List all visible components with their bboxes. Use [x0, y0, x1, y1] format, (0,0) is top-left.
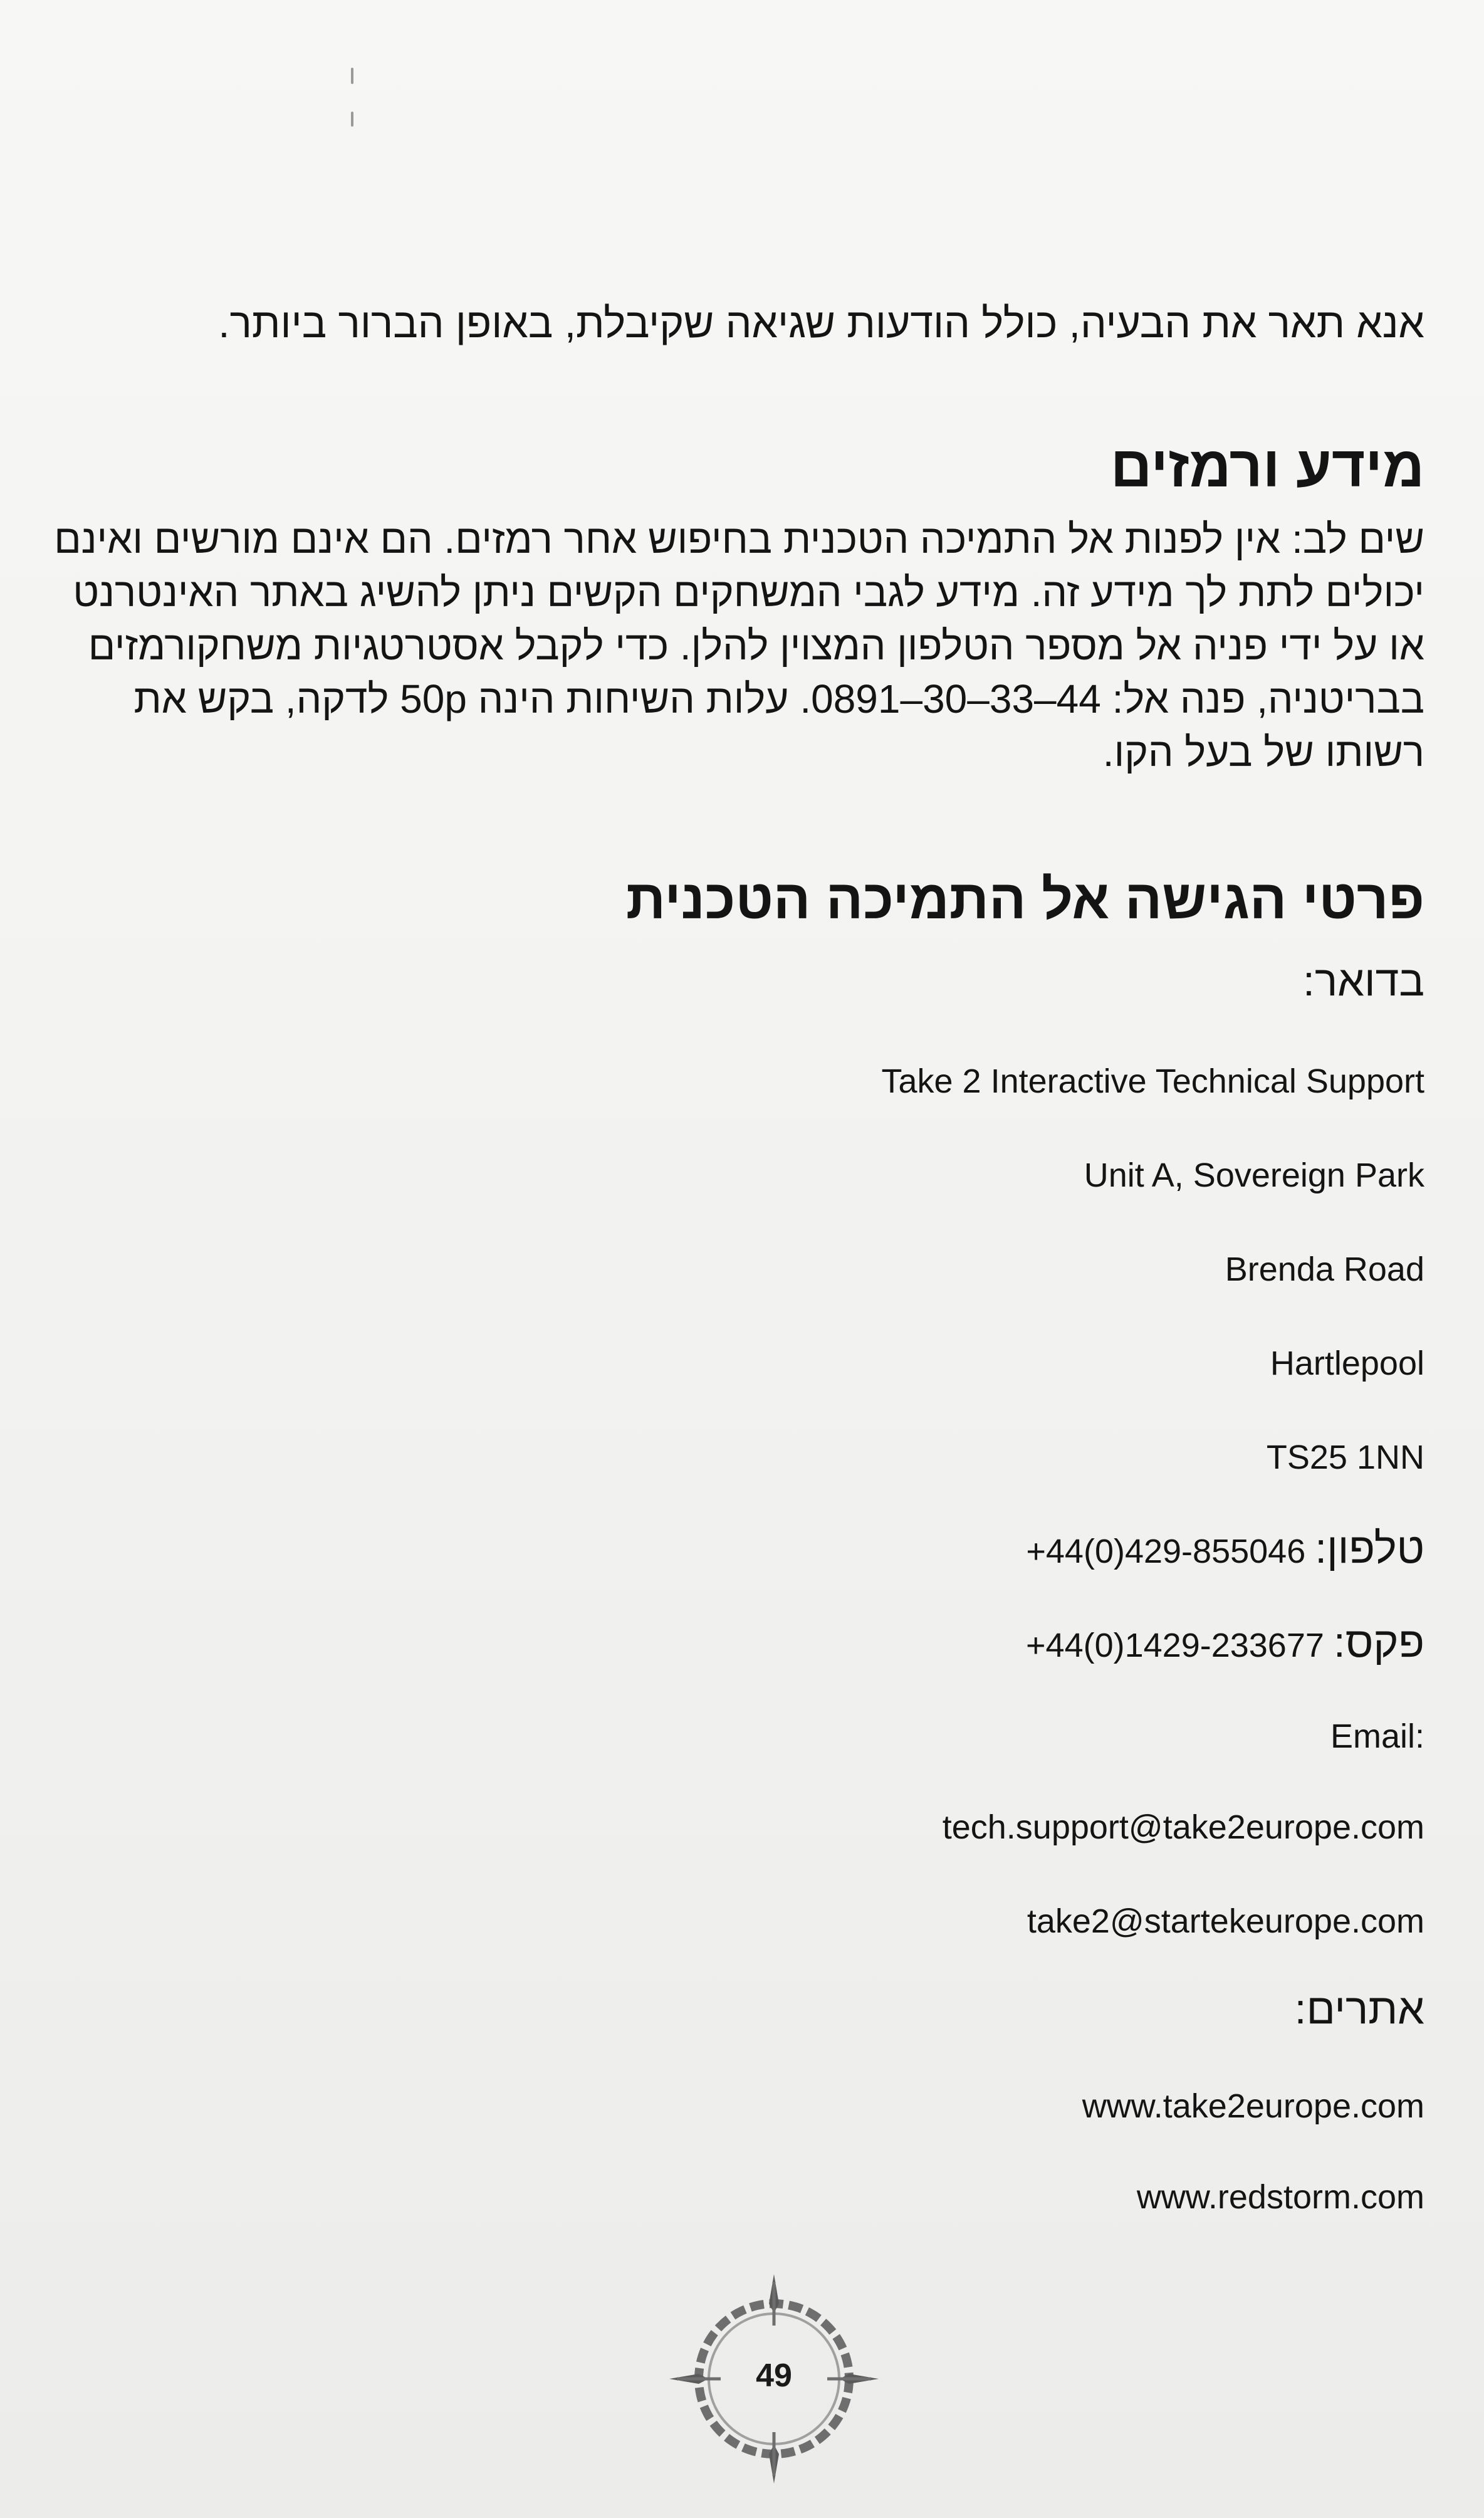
email-label: Email:: [1330, 1718, 1424, 1755]
phone-label: טלפון:: [1315, 1524, 1424, 1572]
page-crease-mark: [351, 112, 353, 127]
address-line-unit: Unit A, Sovereign Park: [1084, 1157, 1424, 1194]
email-address-startek[interactable]: take2@startekeurope.com: [1027, 1902, 1424, 1940]
address-line-road: Brenda Road: [1225, 1251, 1424, 1288]
email-address-support[interactable]: tech.support@take2europe.com: [942, 1808, 1424, 1846]
page-crease-mark: [351, 68, 353, 84]
mail-label: בדואר:: [1303, 957, 1424, 1005]
tips-line: שים לב: אין לפנות אל התמיכה הטכנית בחיפוש אחר רמזים. הם אינם מורשים ואינם: [54, 517, 1424, 562]
fax-number: +44(0)1429-233677: [1026, 1627, 1324, 1664]
address-line-company: Take 2 Interactive Technical Support: [881, 1062, 1424, 1100]
tips-line: יכולים לתת לך מידע זה. מידע לגבי המשחקים הקשים ניתן להשיג באתר האינטרנט: [73, 570, 1424, 615]
tips-line: בבריטניה, פנה אל: 44–33–30–0891. עלות השיחות הינה 50p לדקה, בקש את: [133, 676, 1424, 721]
tips-paragraph: [54, 513, 1424, 779]
phone-number: +44(0)429-855046: [1026, 1533, 1306, 1570]
tips-heading: מידע ורמזים: [1110, 435, 1424, 499]
tips-line: או על ידי פניה אל מספר הטלפון המצוין להלן. כדי לקבל אסטרטגיות משחקורמזים: [88, 623, 1424, 668]
address-line-city: Hartlepool: [1270, 1345, 1424, 1382]
page-number: 49: [756, 2358, 792, 2394]
support-heading: פרטי הגישה אל התמיכה הטכנית: [625, 868, 1424, 930]
phone-line: [1026, 1523, 1424, 1576]
fax-line: [1026, 1617, 1424, 1671]
intro-text: אנא תאר את הבעיה, כולל הודעות שגיאה שקיבלת, באופן הברור ביותר.: [218, 300, 1424, 346]
address-line-postcode: TS25 1NN: [1266, 1439, 1424, 1476]
tips-line: רשותו של בעל הקו.: [1102, 730, 1424, 775]
website-link-take2[interactable]: www.take2europe.com: [1082, 2087, 1424, 2125]
fax-label: פקס:: [1333, 1618, 1424, 1666]
website-link-redstorm[interactable]: www.redstorm.com: [1136, 2178, 1424, 2216]
sites-label-line: [1295, 1984, 1424, 2037]
sites-label: אתרים:: [1294, 1985, 1424, 2033]
